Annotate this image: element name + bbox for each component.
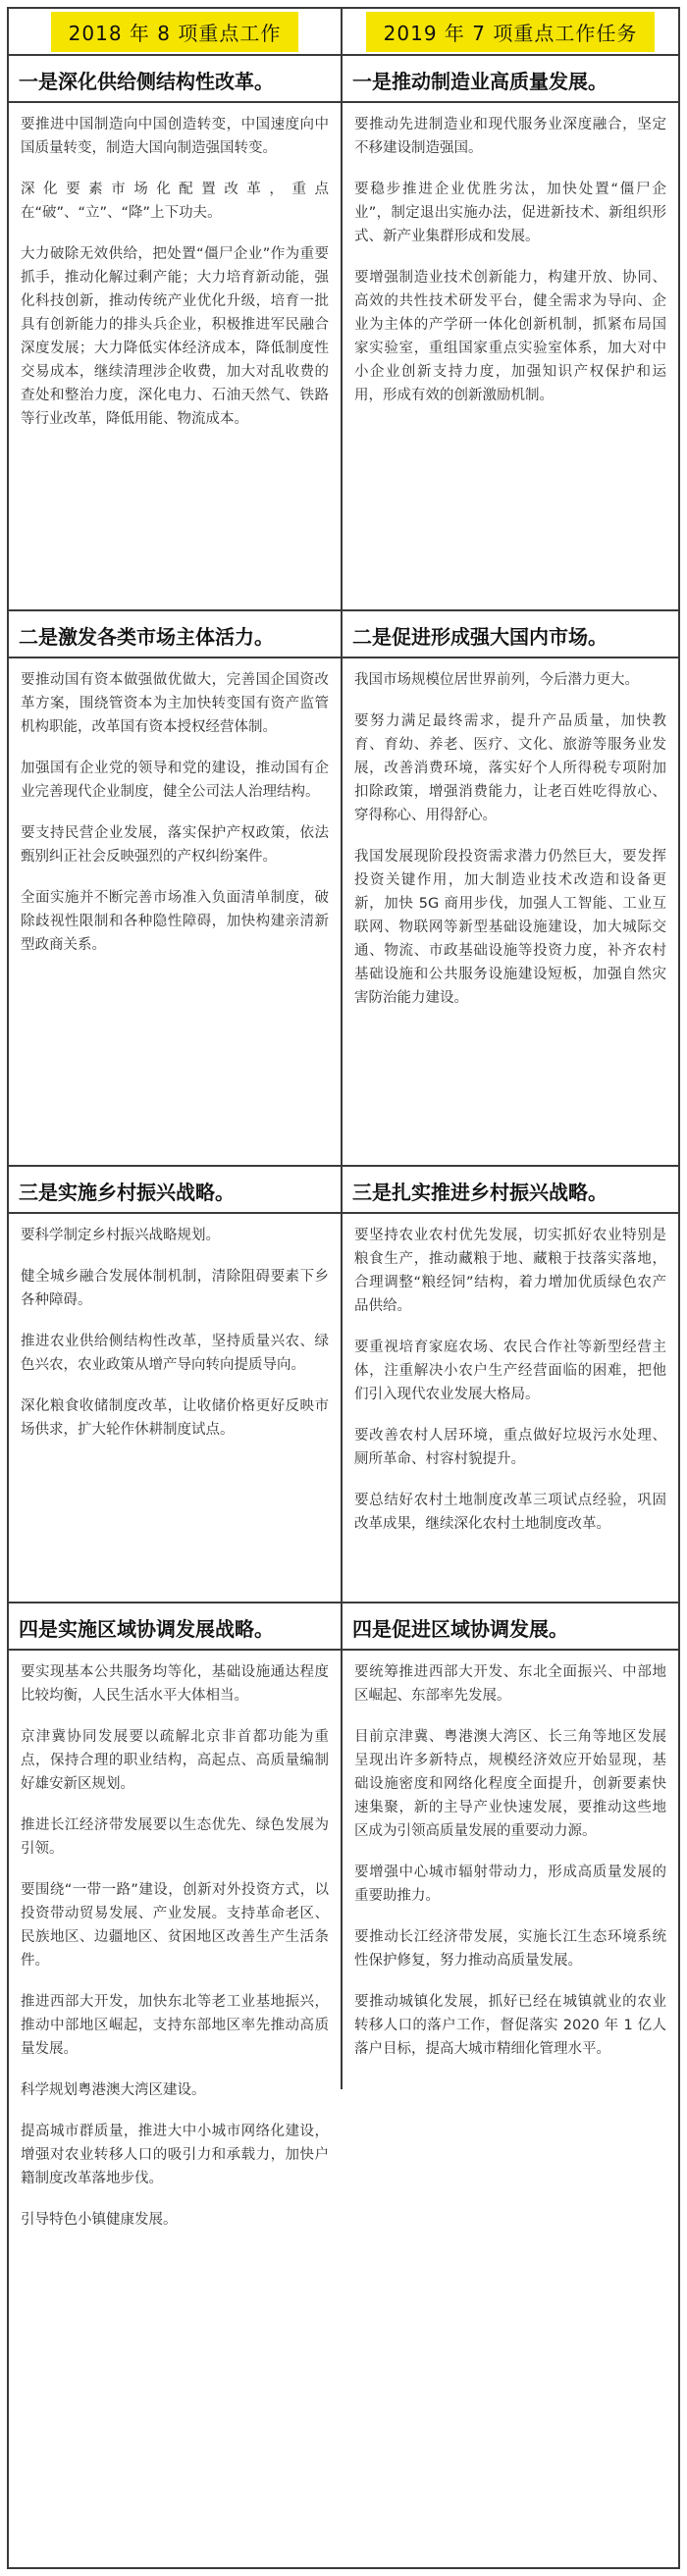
section-body <box>343 1651 678 2061</box>
header-left-cell <box>9 9 343 56</box>
section-paragraph: 要推动先进制造业和现代服务业深度融合，坚定不移建设制造强国。 <box>354 117 666 156</box>
section-paragraph: 要增强中心城市辐射带动力，形成高质量发展的重要助推力。 <box>354 1865 666 1904</box>
row-3-left-cell <box>9 1167 343 1603</box>
section-paragraph: 要坚持农业农村优先发展，切实抓好农业特别是粮食生产，推动藏粮于地、藏粮于技落实落地，合理调整“粮经饲”结构，着力增加优质绿色农产品供给。 <box>354 1228 666 1314</box>
section-title: 二是促进形成强大国内市场。 <box>343 611 678 658</box>
section-paragraph: 京津冀协同发展要以疏解北京非首都功能为重点，保持合理的职业结构，高起点、高质量编制好雄安新区规划。 <box>21 1729 329 1792</box>
row-4-left-cell <box>9 1603 343 2228</box>
section-title: 四是实施区域协调发展战略。 <box>9 1603 341 1651</box>
row-3-right-cell <box>343 1167 678 1603</box>
section-paragraph: 我国发展现阶段投资需求潜力仍然巨大，要发挥投资关键作用，加大制造业技术改造和设备更新，加快 5G 商用步伐，加强人工智能、工业互联网、物联网等新型基础设施建设，加大城际交通、物流、市政基础设施等投资力度，补齐农村基础设施和公共服务设施建设短板，加强自然灾害防治能力建设。 <box>354 849 666 1006</box>
section-title: 一是深化供给侧结构性改革。 <box>9 56 341 103</box>
section-title: 二是激发各类市场主体活力。 <box>9 611 341 658</box>
section-title: 三是实施乡村振兴战略。 <box>9 1167 341 1214</box>
section-paragraph: 要努力满足最终需求，提升产品质量，加快教育、育幼、养老、医疗、文化、旅游等服务业发展，改善消费环境，落实好个人所得税专项附加扣除政策，增强消费能力，让老百姓吃得放心、穿得称心、用得舒心。 <box>354 713 666 823</box>
row-2-left-cell <box>9 611 343 1167</box>
section-paragraph: 健全城乡融合发展体制机制，清除阻碍要素下乡各种障碍。 <box>21 1269 329 1308</box>
section-paragraph: 要推动城镇化发展，抓好已经在城镇就业的农业转移人口的落户工作，督促落实 2020 年 1 亿人落户目标，提高大城市精细化管理水平。 <box>354 1994 666 2057</box>
section-paragraph: 要推动国有资本做强做优做大，完善国企国资改革方案，围绕管资本为主加快转变国有资产监管机构职能，改革国有资本授权经营体制。 <box>21 672 329 735</box>
row-1-left-cell <box>9 56 343 611</box>
section-body <box>9 1651 341 2232</box>
row-2-right-cell <box>343 611 678 1167</box>
header-right-cell <box>343 9 678 56</box>
row-1-right-cell <box>343 56 678 611</box>
section-title: 一是推动制造业高质量发展。 <box>343 56 678 103</box>
section-paragraph: 要科学制定乡村振兴战略规划。 <box>21 1228 220 1243</box>
section-paragraph: 要增强制造业技术创新能力，构建开放、协同、高效的共性技术研发平台，健全需求为导向、企业为主体的产学研一体化创新机制，抓紧布局国家实验室，重组国家重点实验室体系，加大对中小企业创新支持力度，加强知识产权保护和运用，形成有效的创新激励机制。 <box>354 270 666 403</box>
section-paragraph: 推进西部大开发，加快东北等老工业基地振兴，推动中部地区崛起，支持东部地区率先推动高质量发展。 <box>21 1994 329 2057</box>
section-paragraph: 要实现基本公共服务均等化，基础设施通达程度比较均衡，人民生活水平大体相当。 <box>21 1664 329 1704</box>
section-body <box>343 1214 678 1536</box>
section-paragraph: 要改善农村人居环境，重点做好垃圾污水处理、厕所革命、村容村貌提升。 <box>354 1428 666 1467</box>
section-body <box>343 103 678 407</box>
section-paragraph: 要重视培育家庭农场、农民合作社等新型经营主体，注重解决小农户生产经营面临的困难，把他们引入现代农业发展大格局。 <box>354 1340 666 1402</box>
section-body <box>9 1214 341 1442</box>
section-paragraph: 推进农业供给侧结构性改革，坚持质量兴农、绿色兴农，农业政策从增产导向转向提质导向。 <box>21 1334 329 1373</box>
section-body <box>343 658 678 1010</box>
section-paragraph: 提高城市群质量，推进大中小城市网络化建设，增强对农业转移人口的吸引力和承载力，加快户籍制度改革落地步伐。 <box>21 2124 329 2186</box>
section-paragraph: 要总结好农村土地制度改革三项试点经验，巩固改革成果，继续深化农村土地制度改革。 <box>354 1493 666 1532</box>
section-paragraph: 要推动长江经济带发展，实施长江生态环境系统性保护修复，努力推动高质量发展。 <box>354 1929 666 1969</box>
section-paragraph: 要围绕“一带一路”建设，创新对外投资方式，以投资带动贸易发展、产业发展。支持革命老区、民族地区、边疆地区、贫困地区改善生产生活条件。 <box>21 1882 329 1969</box>
section-title: 三是扎实推进乡村振兴战略。 <box>343 1167 678 1214</box>
section-paragraph: 要推进中国制造向中国创造转变，中国速度向中国质量转变，制造大国向制造强国转变。 <box>21 117 329 156</box>
section-paragraph: 要稳步推进企业优胜劣汰，加快处置“僵尸企业”，制定退出实施办法，促进新技术、新组织形式、新产业集群形成和发展。 <box>354 182 666 244</box>
header-left-label: 2018 年 8 项重点工作 <box>51 12 299 52</box>
section-paragraph: 加强国有企业党的领导和党的建设，推动国有企业完善现代企业制度，健全公司法人治理结构。 <box>21 761 329 800</box>
row-4-right-cell <box>343 1603 678 2089</box>
header-right-label: 2019 年 7 项重点工作任务 <box>366 12 656 52</box>
section-body <box>9 103 341 431</box>
section-paragraph: 目前京津冀、粤港澳大湾区、长三角等地区发展呈现出许多新特点，规模经济效应开始显现，基础设施密度和网络化程度全面提升，创新要素快速集聚，新的主导产业快速发展，要推动这些地区成为引领高质量发展的重要动力源。 <box>354 1729 666 1839</box>
section-paragraph: 推进长江经济带发展要以生态优先、绿色发展为引领。 <box>21 1817 329 1857</box>
section-paragraph: 我国市场规模位居世界前列，今后潜力更大。 <box>354 672 639 688</box>
section-paragraph: 要支持民营企业发展，落实保护产权政策，依法甄别纠正社会反映强烈的产权纠纷案件。 <box>21 825 329 865</box>
section-paragraph: 深化粮食收储制度改革，让收储价格更好反映市场供求，扩大轮作休耕制度试点。 <box>21 1398 329 1438</box>
section-paragraph: 要统筹推进西部大开发、东北全面振兴、中部地区崛起、东部率先发展。 <box>354 1664 666 1704</box>
section-paragraph: 全面实施并不断完善市场准入负面清单制度，破除歧视性限制和各种隐性障碍，加快构建亲清新型政商关系。 <box>21 890 329 953</box>
section-paragraph: 大力破除无效供给，把处置“僵尸企业”作为重要抓手，推动化解过剩产能；大力培育新动能，强化科技创新，推动传统产业优化升级，培育一批具有创新能力的排头兵企业，积极推进军民融合深度发展；大力降低实体经济成本，降低制度性交易成本，继续清理涉企收费，加大对乱收费的查处和整治力度，深化电力、石油天然气、铁路等行业改革，降低用能、物流成本。 <box>21 246 329 427</box>
section-paragraph: 引导特色小镇健康发展。 <box>21 2212 178 2228</box>
section-body <box>9 658 341 957</box>
section-paragraph: 科学规划粤港澳大湾区建设。 <box>21 2082 206 2098</box>
comparison-table <box>9 9 678 2567</box>
section-paragraph: 深化要素市场化配置改革，重点在“破”、“立”、“降”上下功夫。 <box>21 182 329 221</box>
section-title: 四是促进区域协调发展。 <box>343 1603 678 1651</box>
